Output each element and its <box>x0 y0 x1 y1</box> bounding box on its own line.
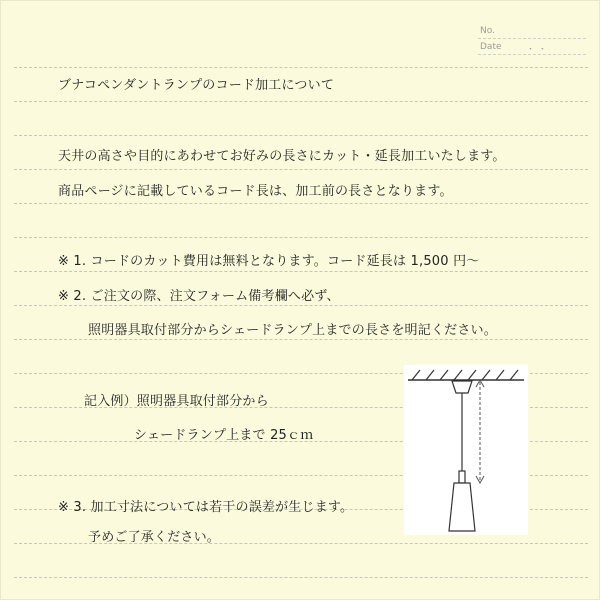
ruled-line <box>14 101 588 102</box>
ruled-line <box>14 67 588 68</box>
intro-line-1: 天井の高さや目的にあわせてお好みの長さにカット・延長加工いたします。 <box>58 149 506 164</box>
date-label: Date <box>480 42 502 52</box>
date-line <box>478 54 586 55</box>
ruled-line <box>14 169 588 170</box>
note-title: ブナコペンダントランプのコード加工について <box>58 78 335 93</box>
pendant-lamp-diagram <box>404 365 528 535</box>
example-line-1: 記入例）照明器具取付部分から <box>84 394 269 409</box>
date-dots: ・ ・ <box>526 45 547 55</box>
ruled-line <box>14 271 588 272</box>
pendant-lamp-diagram-icon <box>404 365 528 535</box>
item-2-continued: 照明器具取付部分からシェードランプ上までの長さを明記ください。 <box>88 323 497 338</box>
example-line-2: シェードランプ上まで 25ｃｍ <box>134 428 314 443</box>
ruled-line <box>14 237 588 238</box>
ruled-line <box>14 203 588 204</box>
intro-line-2: 商品ページに記載しているコード長は、加工前の長さとなります。 <box>58 184 453 199</box>
item-3: ※ 3. 加工寸法については若干の誤差が生じます。 <box>58 500 354 515</box>
ruled-line <box>14 135 588 136</box>
item-2: ※ 2. ご注文の際、注文フォーム備考欄へ必ず、 <box>58 289 340 304</box>
ruled-line <box>14 305 588 306</box>
no-label: No. <box>480 26 495 36</box>
item-1: ※ 1. コードのカット費用は無料となります。コード延長は 1,500 円〜 <box>58 254 480 269</box>
no-line <box>478 38 586 39</box>
item-3-continued: 予めご了承ください。 <box>88 530 221 545</box>
ruled-line <box>14 339 588 340</box>
ruled-line <box>14 577 588 578</box>
